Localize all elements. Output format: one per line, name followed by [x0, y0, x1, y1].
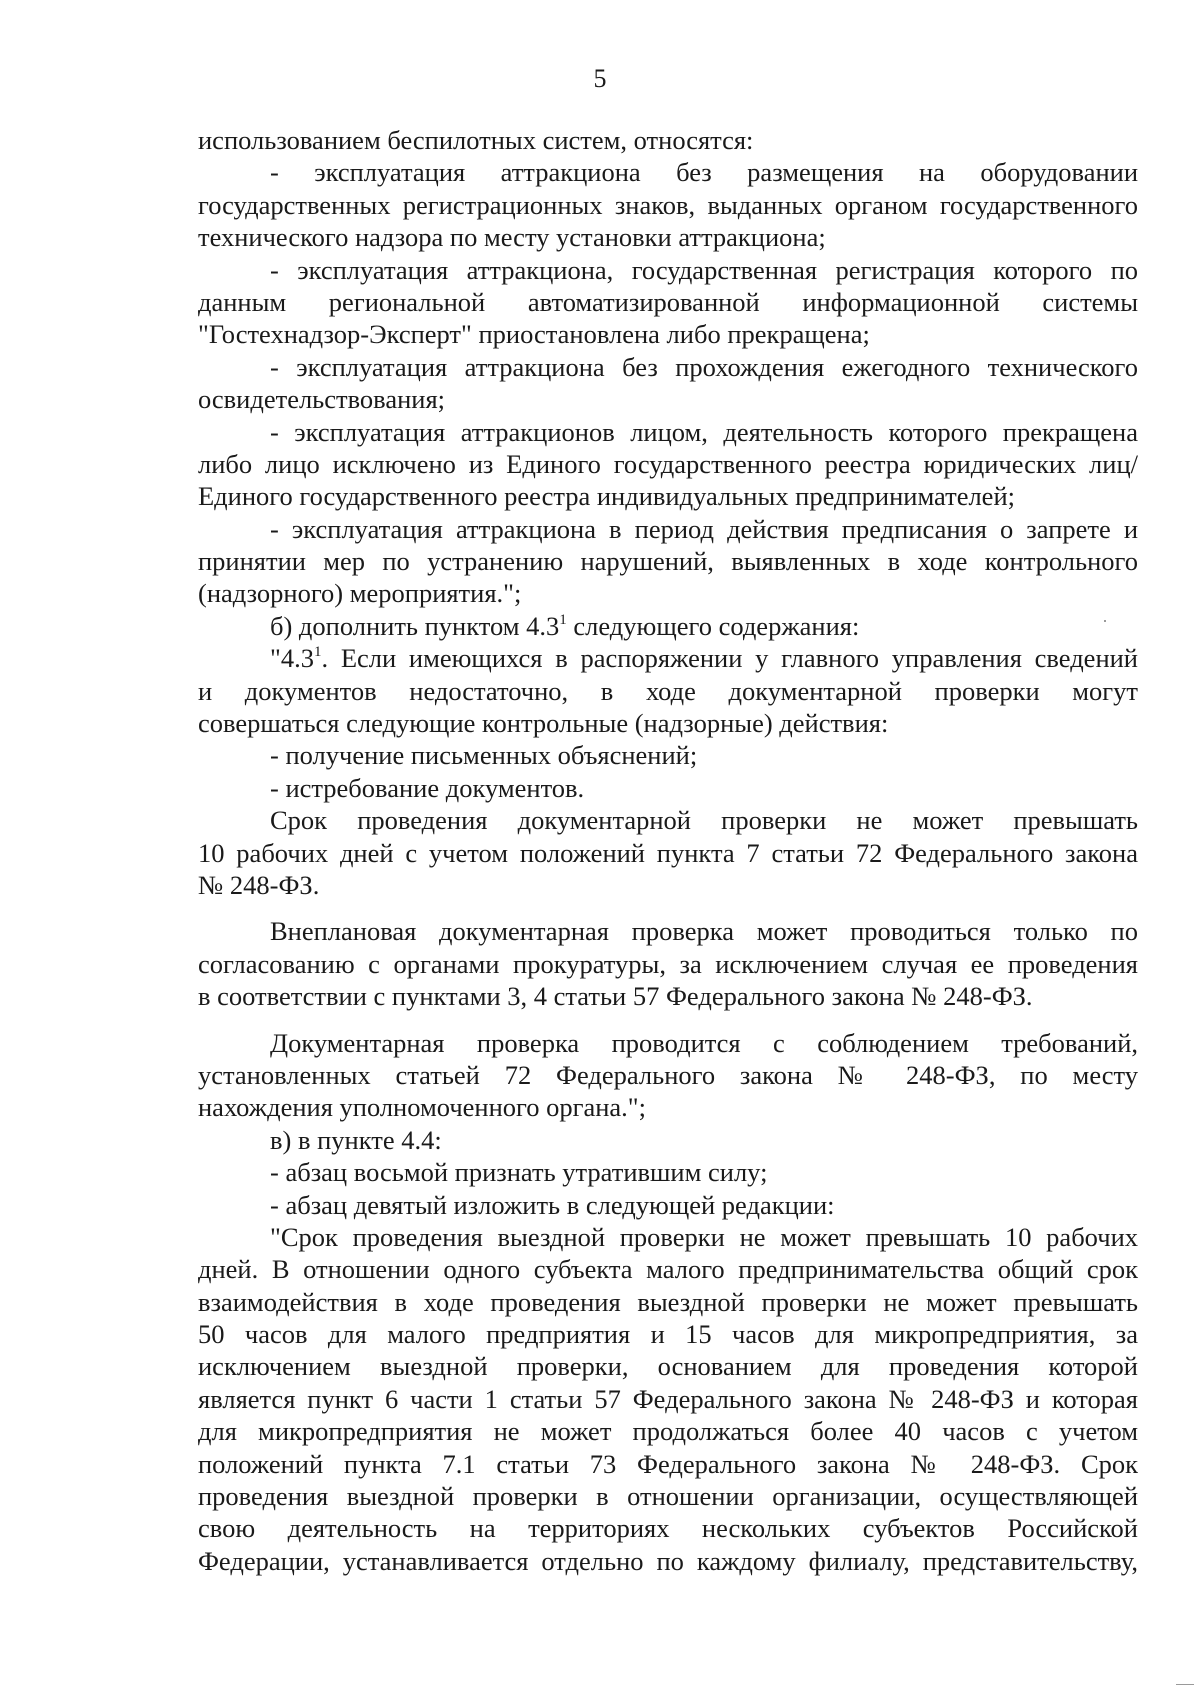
text-line: согласованию с органами прокуратуры, за исключением случая ее проведения [198, 948, 1138, 979]
text-line [198, 642, 1138, 674]
superscript: 1 [559, 611, 567, 628]
text-line: дней. В отношении одного субъекта малого предпринимательства общий срок [198, 1254, 1138, 1285]
text-line: государственных регистрационных знаков, выданных органом государственного [198, 189, 1138, 220]
text-line: - получение письменных объяснений; [270, 740, 698, 771]
text-line: 50 часов для малого предприятия и 15 часов для микропредприятия, за [198, 1319, 1138, 1350]
text-line [198, 610, 1138, 642]
line-part: б) дополнить пунктом 4.3 [270, 610, 560, 641]
text-line: совершаться следующие контрольные (надзорные) действия: [198, 708, 889, 739]
scan-artifact [1104, 620, 1106, 622]
text-line: № 248-ФЗ. [198, 869, 320, 900]
text-line: в) в пункте 4.4: [270, 1124, 442, 1155]
text-line: проведения выездной проверки в отношении организации, осуществляющей [198, 1481, 1138, 1512]
scan-artifact [1176, 1684, 1194, 1685]
superscript: 1 [313, 644, 322, 661]
text-line: является пункт 6 части 1 статьи 57 Федерального закона № 248-ФЗ и которая [198, 1383, 1138, 1414]
text-line: Документарная проверка проводится с соблюдением требований, [270, 1027, 1138, 1058]
text-line: технического надзора по месту установки аттракциона; [198, 222, 826, 253]
text-line: в соответствии с пунктами 3, 4 статьи 57 Федерального закона № 248-ФЗ. [198, 981, 1033, 1012]
text-line: (надзорного) мероприятия."; [198, 578, 522, 609]
text-line: "Гостехнадзор-Эксперт" приостановлена либо прекращена; [198, 319, 870, 350]
text-line: положений пункта 7.1 статьи 73 Федерального закона № 248-ФЗ. Срок [198, 1448, 1138, 1479]
text-line: - эксплуатация аттракциона в период действия предписания о запрете и [270, 513, 1138, 544]
text-line: установленных статьей 72 Федерального закона № 248-ФЗ, по месту [198, 1059, 1138, 1090]
text-line: - истребование документов. [270, 772, 585, 803]
text-line: и документов недостаточно, в ходе документарной проверки могут [198, 675, 1138, 706]
line-part: "4.3 [270, 643, 314, 674]
text-line: - эксплуатация аттракциона без размещения на оборудовании [270, 157, 1138, 188]
text-line: взаимодействия в ходе проведения выездной проверки не может превышать [198, 1286, 1138, 1317]
text-line: Единого государственного реестра индивидуальных предпринимателей; [198, 481, 1015, 512]
text-line: 10 рабочих дней с учетом положений пункта 7 статьи 72 Федерального закона [198, 837, 1138, 868]
text-line: использованием беспилотных систем, относятся: [198, 125, 754, 155]
text-line: либо лицо исключено из Единого государственного реестра юридических лиц/ [198, 448, 1138, 479]
text-line: "Срок проведения выездной проверки не может превышать 10 рабочих [270, 1221, 1138, 1252]
line-part: . Если имеющихся в распоряжении у главного управления сведений [321, 643, 1138, 674]
line-part: следующего содержания: [566, 610, 860, 641]
text-line: - эксплуатация аттракциона, государственная регистрация которого по [270, 254, 1138, 285]
text-line: исключением выездной проверки, основанием для проведения которой [198, 1351, 1138, 1382]
document-body [198, 124, 1138, 1577]
text-line: - эксплуатация аттракционов лицом, деятельность которого прекращена [270, 416, 1138, 447]
text-line: - эксплуатация аттракциона без прохождения ежегодного технического [270, 351, 1138, 382]
page-number: 5 [593, 64, 607, 93]
text-line: освидетельствования; [198, 384, 446, 415]
text-line: Внеплановая документарная проверка может проводиться только по [270, 916, 1138, 947]
text-line: - абзац восьмой признать утратившим силу; [270, 1157, 768, 1188]
text-line: Федерации, устанавливается отдельно по каждому филиалу, представительству, [198, 1545, 1138, 1576]
text-line: свою деятельность на территориях нескольких субъектов Российской [198, 1513, 1138, 1544]
text-line: - абзац девятый изложить в следующей редакции: [270, 1189, 835, 1220]
text-line: для микропредприятия не может продолжаться более 40 часов с учетом [198, 1416, 1138, 1447]
text-line: принятии мер по устранению нарушений, выявленных в ходе контрольного [198, 546, 1138, 577]
text-line: нахождения уполномоченного органа."; [198, 1092, 646, 1123]
text-line: Срок проведения документарной проверки не может превышать [270, 805, 1138, 836]
text-line: данным региональной автоматизированной информационной системы [198, 286, 1138, 317]
